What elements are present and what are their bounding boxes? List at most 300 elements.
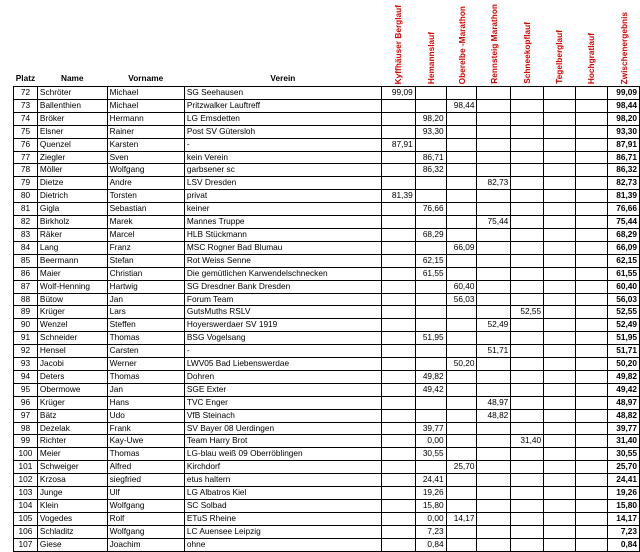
cell-race-2 xyxy=(446,474,477,487)
cell-verein: - xyxy=(184,138,381,151)
cell-race-5 xyxy=(544,448,575,461)
table-row xyxy=(14,435,640,448)
cell-race-2 xyxy=(446,190,477,203)
cell-race-4 xyxy=(511,370,544,383)
cell-vorname: siegfried xyxy=(107,474,184,487)
cell-vorname: Thomas xyxy=(107,448,184,461)
cell-name: Wenzel xyxy=(37,319,107,332)
cell-zwischenergebnis: 75,44 xyxy=(608,216,640,229)
cell-race-4 xyxy=(511,138,544,151)
table-row xyxy=(14,267,640,280)
cell-race-1 xyxy=(415,461,446,474)
table-row xyxy=(14,370,640,383)
cell-zwischenergebnis: 62,15 xyxy=(608,254,640,267)
cell-zwischenergebnis: 49,82 xyxy=(608,370,640,383)
cell-race-6 xyxy=(575,228,607,241)
cell-name: Räker xyxy=(37,228,107,241)
cell-vorname: Carsten xyxy=(107,345,184,358)
cell-verein: Team Harry Brot xyxy=(184,435,381,448)
cell-race-0 xyxy=(381,241,415,254)
table-row xyxy=(14,87,640,100)
cell-name: Birkholz xyxy=(37,216,107,229)
cell-verein: etus haltern xyxy=(184,474,381,487)
cell-race-5 xyxy=(544,190,575,203)
results-table xyxy=(13,0,640,552)
cell-verein: SG Seehausen xyxy=(184,87,381,100)
cell-race-2 xyxy=(446,383,477,396)
cell-verein: LG-blau weiß 09 Oberröblingen xyxy=(184,448,381,461)
cell-platz: 78 xyxy=(14,164,38,177)
cell-platz: 105 xyxy=(14,512,38,525)
cell-race-5 xyxy=(544,525,575,538)
cell-vorname: Kay-Uwe xyxy=(107,435,184,448)
cell-race-4 xyxy=(511,345,544,358)
cell-verein: SC Solbad xyxy=(184,500,381,513)
cell-verein: kein Verein xyxy=(184,151,381,164)
cell-platz: 94 xyxy=(14,370,38,383)
cell-race-3 xyxy=(477,358,511,371)
cell-race-4 xyxy=(511,448,544,461)
cell-race-3 xyxy=(477,138,511,151)
cell-race-6 xyxy=(575,254,607,267)
cell-race-2 xyxy=(446,487,477,500)
cell-race-0 xyxy=(381,293,415,306)
cell-race-3 xyxy=(477,293,511,306)
cell-verein: Pritzwalker Lauftreff xyxy=(184,99,381,112)
cell-name: Lang xyxy=(37,241,107,254)
cell-race-5 xyxy=(544,487,575,500)
table-row xyxy=(14,190,640,203)
cell-name: Junge xyxy=(37,487,107,500)
cell-race-3: 48,82 xyxy=(477,409,511,422)
cell-race-1: 7,23 xyxy=(415,525,446,538)
table-row xyxy=(14,345,640,358)
cell-vorname: Michael xyxy=(107,87,184,100)
cell-name: Bätz xyxy=(37,409,107,422)
cell-vorname: Sebastian xyxy=(107,203,184,216)
cell-race-0 xyxy=(381,280,415,293)
cell-zwischenergebnis: 61,55 xyxy=(608,267,640,280)
cell-zwischenergebnis: 24,41 xyxy=(608,474,640,487)
cell-race-6 xyxy=(575,383,607,396)
table-row xyxy=(14,332,640,345)
cell-verein: GutsMuths RSLV xyxy=(184,306,381,319)
cell-race-4: 52,55 xyxy=(511,306,544,319)
cell-platz: 75 xyxy=(14,125,38,138)
header-zwischenergebnis: Zwischenergebnis xyxy=(618,11,629,84)
cell-race-6 xyxy=(575,435,607,448)
cell-race-6 xyxy=(575,112,607,125)
cell-verein: Rot Weiss Senne xyxy=(184,254,381,267)
header-kyffhaeuser: Kyffhäuser Berglauf xyxy=(393,4,404,84)
cell-race-6 xyxy=(575,99,607,112)
cell-zwischenergebnis: 98,20 xyxy=(608,112,640,125)
cell-race-4 xyxy=(511,216,544,229)
cell-verein: Forum Team xyxy=(184,293,381,306)
cell-race-5 xyxy=(544,293,575,306)
cell-verein: Die gemütlichen Karwendelschnecken xyxy=(184,267,381,280)
cell-race-4 xyxy=(511,525,544,538)
cell-race-6 xyxy=(575,280,607,293)
cell-vorname: Hans xyxy=(107,396,184,409)
cell-race-0 xyxy=(381,525,415,538)
cell-vorname: Thomas xyxy=(107,332,184,345)
cell-race-5 xyxy=(544,99,575,112)
cell-race-0 xyxy=(381,125,415,138)
header-hochgrat: Hochgratlauf xyxy=(586,32,597,84)
table-row xyxy=(14,409,640,422)
cell-race-4 xyxy=(511,422,544,435)
cell-race-1: 0,00 xyxy=(415,435,446,448)
cell-race-5 xyxy=(544,164,575,177)
cell-race-6 xyxy=(575,409,607,422)
cell-platz: 92 xyxy=(14,345,38,358)
cell-platz: 84 xyxy=(14,241,38,254)
cell-platz: 79 xyxy=(14,177,38,190)
cell-verein: ETuS Rheine xyxy=(184,512,381,525)
cell-race-1 xyxy=(415,87,446,100)
cell-platz: 98 xyxy=(14,422,38,435)
cell-race-2 xyxy=(446,435,477,448)
cell-name: Ziegler xyxy=(37,151,107,164)
cell-platz: 107 xyxy=(14,538,38,551)
cell-verein: - xyxy=(184,345,381,358)
cell-race-5 xyxy=(544,112,575,125)
cell-zwischenergebnis: 19,26 xyxy=(608,487,640,500)
cell-platz: 104 xyxy=(14,500,38,513)
cell-race-3 xyxy=(477,435,511,448)
cell-name: Giese xyxy=(37,538,107,551)
cell-name: Klein xyxy=(37,500,107,513)
cell-race-4: 31,40 xyxy=(511,435,544,448)
cell-race-6 xyxy=(575,332,607,345)
cell-verein: privat xyxy=(184,190,381,203)
header-oberelbe: Oberelbe -Marathon xyxy=(456,5,467,84)
cell-race-3 xyxy=(477,487,511,500)
cell-race-0 xyxy=(381,500,415,513)
cell-name: Vogedes xyxy=(37,512,107,525)
cell-race-4 xyxy=(511,87,544,100)
cell-race-6 xyxy=(575,345,607,358)
cell-race-2 xyxy=(446,422,477,435)
cell-race-5 xyxy=(544,125,575,138)
cell-verein: Post SV Gütersloh xyxy=(184,125,381,138)
cell-race-6 xyxy=(575,487,607,500)
cell-race-2 xyxy=(446,409,477,422)
cell-name: Elsner xyxy=(37,125,107,138)
cell-race-4 xyxy=(511,177,544,190)
cell-name: Gigla xyxy=(37,203,107,216)
cell-race-4 xyxy=(511,319,544,332)
cell-race-3 xyxy=(477,203,511,216)
cell-race-4 xyxy=(511,409,544,422)
cell-verein: VfB Steinach xyxy=(184,409,381,422)
cell-zwischenergebnis: 49,42 xyxy=(608,383,640,396)
cell-race-0 xyxy=(381,435,415,448)
cell-zwischenergebnis: 99,09 xyxy=(608,87,640,100)
cell-zwischenergebnis: 25,70 xyxy=(608,461,640,474)
cell-race-5 xyxy=(544,422,575,435)
header-rennsteig: Rennsteig Marathon xyxy=(488,4,499,84)
cell-race-2 xyxy=(446,87,477,100)
cell-platz: 88 xyxy=(14,293,38,306)
cell-race-6 xyxy=(575,177,607,190)
cell-name: Obermowe xyxy=(37,383,107,396)
cell-platz: 100 xyxy=(14,448,38,461)
cell-race-3 xyxy=(477,190,511,203)
cell-race-3: 48,97 xyxy=(477,396,511,409)
cell-race-5 xyxy=(544,254,575,267)
cell-verein: SGE Exter xyxy=(184,383,381,396)
cell-race-0 xyxy=(381,358,415,371)
cell-race-2 xyxy=(446,332,477,345)
cell-race-6 xyxy=(575,319,607,332)
cell-race-1 xyxy=(415,358,446,371)
cell-race-6 xyxy=(575,358,607,371)
cell-zwischenergebnis: 0,84 xyxy=(608,538,640,551)
cell-race-6 xyxy=(575,500,607,513)
cell-race-1: 19,26 xyxy=(415,487,446,500)
cell-race-2 xyxy=(446,228,477,241)
cell-vorname: Karsten xyxy=(107,138,184,151)
cell-race-2 xyxy=(446,164,477,177)
cell-name: Meier xyxy=(37,448,107,461)
cell-race-6 xyxy=(575,125,607,138)
cell-race-0 xyxy=(381,216,415,229)
cell-vorname: Frank xyxy=(107,422,184,435)
cell-vorname: Wolfgang xyxy=(107,500,184,513)
cell-platz: 102 xyxy=(14,474,38,487)
cell-race-4 xyxy=(511,151,544,164)
cell-race-5 xyxy=(544,500,575,513)
cell-name: Schladitz xyxy=(37,525,107,538)
cell-vorname: Wolfgang xyxy=(107,164,184,177)
cell-platz: 86 xyxy=(14,267,38,280)
cell-race-6 xyxy=(575,164,607,177)
cell-race-6 xyxy=(575,512,607,525)
cell-race-3 xyxy=(477,383,511,396)
cell-race-1: 62,15 xyxy=(415,254,446,267)
cell-platz: 72 xyxy=(14,87,38,100)
cell-race-0 xyxy=(381,177,415,190)
cell-vorname: Udo xyxy=(107,409,184,422)
cell-race-1 xyxy=(415,241,446,254)
cell-race-2 xyxy=(446,112,477,125)
table-row xyxy=(14,448,640,461)
cell-race-6 xyxy=(575,474,607,487)
cell-race-5 xyxy=(544,216,575,229)
cell-race-6 xyxy=(575,448,607,461)
cell-race-4 xyxy=(511,396,544,409)
cell-race-6 xyxy=(575,138,607,151)
table-row xyxy=(14,280,640,293)
cell-zwischenergebnis: 48,82 xyxy=(608,409,640,422)
cell-race-5 xyxy=(544,435,575,448)
cell-name: Dietze xyxy=(37,177,107,190)
cell-platz: 106 xyxy=(14,525,38,538)
cell-race-1 xyxy=(415,306,446,319)
cell-race-3 xyxy=(477,280,511,293)
table-row xyxy=(14,203,640,216)
cell-zwischenergebnis: 7,23 xyxy=(608,525,640,538)
cell-vorname: Wolfgang xyxy=(107,525,184,538)
cell-race-0 xyxy=(381,267,415,280)
cell-race-4 xyxy=(511,112,544,125)
cell-race-0 xyxy=(381,396,415,409)
cell-platz: 85 xyxy=(14,254,38,267)
header-tegelberg: Tegelberglauf xyxy=(554,30,565,84)
cell-race-2: 66,09 xyxy=(446,241,477,254)
cell-zwischenergebnis: 14,17 xyxy=(608,512,640,525)
cell-race-1 xyxy=(415,293,446,306)
cell-race-2: 25,70 xyxy=(446,461,477,474)
cell-race-3: 82,73 xyxy=(477,177,511,190)
cell-verein: TVC Enger xyxy=(184,396,381,409)
cell-name: Krüger xyxy=(37,396,107,409)
cell-name: Hensel xyxy=(37,345,107,358)
cell-vorname: Jan xyxy=(107,383,184,396)
cell-race-5 xyxy=(544,474,575,487)
cell-race-4 xyxy=(511,228,544,241)
cell-race-3 xyxy=(477,538,511,551)
cell-race-5 xyxy=(544,241,575,254)
cell-race-3 xyxy=(477,99,511,112)
cell-race-6 xyxy=(575,538,607,551)
cell-race-2 xyxy=(446,125,477,138)
cell-race-0: 99,09 xyxy=(381,87,415,100)
header-platz: Platz xyxy=(15,73,36,84)
cell-race-0 xyxy=(381,448,415,461)
cell-race-5 xyxy=(544,138,575,151)
cell-race-0 xyxy=(381,512,415,525)
cell-race-0 xyxy=(381,319,415,332)
cell-race-5 xyxy=(544,280,575,293)
cell-race-5 xyxy=(544,228,575,241)
cell-platz: 89 xyxy=(14,306,38,319)
cell-race-1 xyxy=(415,138,446,151)
cell-race-3: 75,44 xyxy=(477,216,511,229)
cell-verein: garbsener sc xyxy=(184,164,381,177)
cell-race-1: 49,82 xyxy=(415,370,446,383)
cell-race-2 xyxy=(446,177,477,190)
cell-race-1: 49,42 xyxy=(415,383,446,396)
cell-race-4 xyxy=(511,461,544,474)
cell-platz: 91 xyxy=(14,332,38,345)
cell-race-2 xyxy=(446,203,477,216)
cell-vorname: Marcel xyxy=(107,228,184,241)
cell-name: Jacobi xyxy=(37,358,107,371)
cell-race-1: 39,77 xyxy=(415,422,446,435)
cell-race-2: 14,17 xyxy=(446,512,477,525)
cell-race-2 xyxy=(446,151,477,164)
table-row xyxy=(14,228,640,241)
cell-vorname: Jan xyxy=(107,293,184,306)
cell-race-3 xyxy=(477,422,511,435)
cell-race-4 xyxy=(511,358,544,371)
cell-platz: 97 xyxy=(14,409,38,422)
cell-race-1: 30,55 xyxy=(415,448,446,461)
cell-race-3 xyxy=(477,306,511,319)
cell-platz: 87 xyxy=(14,280,38,293)
cell-race-0 xyxy=(381,99,415,112)
cell-race-3 xyxy=(477,474,511,487)
cell-race-0 xyxy=(381,487,415,500)
cell-race-6 xyxy=(575,293,607,306)
cell-race-1 xyxy=(415,216,446,229)
cell-vorname: Alfred xyxy=(107,461,184,474)
cell-platz: 74 xyxy=(14,112,38,125)
cell-name: Bütow xyxy=(37,293,107,306)
cell-race-3 xyxy=(477,448,511,461)
cell-race-6 xyxy=(575,190,607,203)
cell-race-6 xyxy=(575,216,607,229)
cell-race-1 xyxy=(415,99,446,112)
cell-verein: HLB Stückmann xyxy=(184,228,381,241)
cell-race-3 xyxy=(477,267,511,280)
cell-race-1 xyxy=(415,396,446,409)
cell-race-3 xyxy=(477,512,511,525)
cell-zwischenergebnis: 98,44 xyxy=(608,99,640,112)
table-row xyxy=(14,293,640,306)
cell-race-0: 87,91 xyxy=(381,138,415,151)
table-row xyxy=(14,125,640,138)
cell-name: Bröker xyxy=(37,112,107,125)
cell-name: Schweiger xyxy=(37,461,107,474)
cell-race-5 xyxy=(544,203,575,216)
cell-race-3 xyxy=(477,254,511,267)
cell-race-4 xyxy=(511,538,544,551)
cell-zwischenergebnis: 52,49 xyxy=(608,319,640,332)
cell-race-1 xyxy=(415,190,446,203)
cell-race-0 xyxy=(381,474,415,487)
cell-race-4 xyxy=(511,203,544,216)
cell-race-3 xyxy=(477,332,511,345)
cell-name: Dezelak xyxy=(37,422,107,435)
cell-race-4 xyxy=(511,267,544,280)
cell-race-0 xyxy=(381,538,415,551)
cell-race-5 xyxy=(544,409,575,422)
cell-vorname: Lars xyxy=(107,306,184,319)
cell-race-5 xyxy=(544,177,575,190)
cell-race-1: 61,55 xyxy=(415,267,446,280)
cell-race-6 xyxy=(575,370,607,383)
cell-race-0 xyxy=(381,332,415,345)
cell-race-4 xyxy=(511,164,544,177)
cell-vorname: Steffen xyxy=(107,319,184,332)
cell-race-4 xyxy=(511,487,544,500)
cell-zwischenergebnis: 86,71 xyxy=(608,151,640,164)
table-row xyxy=(14,487,640,500)
cell-race-0 xyxy=(381,164,415,177)
cell-platz: 96 xyxy=(14,396,38,409)
table-row xyxy=(14,99,640,112)
cell-name: Dietrich xyxy=(37,190,107,203)
cell-zwischenergebnis: 39,77 xyxy=(608,422,640,435)
cell-name: Schneider xyxy=(37,332,107,345)
cell-platz: 77 xyxy=(14,151,38,164)
cell-race-3 xyxy=(477,151,511,164)
cell-race-3 xyxy=(477,112,511,125)
cell-race-2 xyxy=(446,216,477,229)
cell-zwischenergebnis: 31,40 xyxy=(608,435,640,448)
table-row xyxy=(14,306,640,319)
cell-platz: 103 xyxy=(14,487,38,500)
cell-verein: keiner xyxy=(184,203,381,216)
cell-race-5 xyxy=(544,512,575,525)
cell-vorname: Christian xyxy=(107,267,184,280)
table-row xyxy=(14,512,640,525)
cell-race-1: 0,84 xyxy=(415,538,446,551)
